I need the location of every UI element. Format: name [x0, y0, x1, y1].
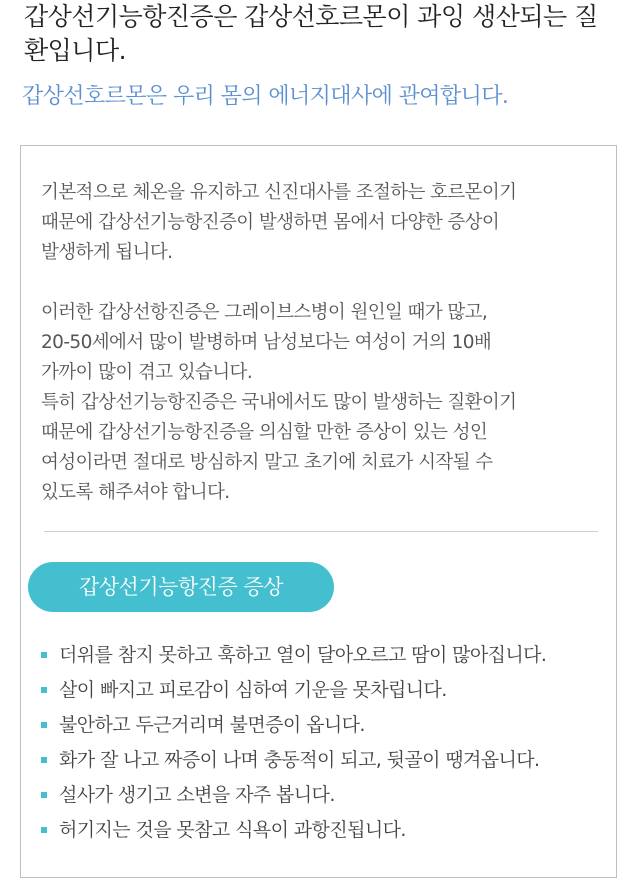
symptom-text: 불안하고 두근거리며 불면증이 옵니다.: [59, 714, 365, 736]
symptom-text: 더위를 참지 못하고 훅하고 열이 달아오르고 땀이 많아집니다.: [59, 644, 547, 666]
intro-text: [41, 178, 601, 508]
bullet-icon: [41, 792, 47, 798]
intro-paragraph-3: 특히 갑상선기능항진증은 국내에서도 많이 발생하는 질환이기 때문에 갑상선기능항진증을 의심할 만한 증상이 있는 성인 여성이라면 절대로 방심하지 말고 초기에 치료가 시작될 수 있도록 해주셔야 합니다.: [41, 392, 517, 503]
symptom-item: [41, 743, 611, 778]
intro-paragraph-1: 기본적으로 체온을 유지하고 신진대사를 조절하는 호르몬이기 때문에 갑상선기능항진증이 발생하면 몸에서 다양한 증상이 발생하게 됩니다.: [41, 182, 517, 263]
symptom-item: [41, 708, 611, 743]
intro-paragraph-2: 이러한 갑상선항진증은 그레이브스병이 원인일 때가 많고, 20-50세에서 많이 발병하며 남성보다는 여성이 거의 10배 가까이 많이 겪고 있습니다.: [41, 302, 492, 383]
page-headline: 갑상선기능항진증은 갑상선호르몬이 과잉 생산되는 질환입니다.: [24, 2, 598, 65]
symptom-item: [41, 638, 611, 673]
symptom-item: [41, 778, 611, 813]
symptom-text: 화가 잘 나고 짜증이 나며 충동적이 되고, 뒷골이 땡겨옵니다.: [59, 749, 540, 771]
symptoms-list: [41, 638, 611, 848]
section-divider: [44, 531, 598, 532]
bullet-icon: [41, 652, 47, 658]
symptoms-title-badge: 갑상선기능항진증 증상: [28, 562, 334, 612]
symptom-item: [41, 673, 611, 708]
bullet-icon: [41, 827, 47, 833]
bullet-icon: [41, 757, 47, 763]
bullet-icon: [41, 687, 47, 693]
symptom-text: 허기지는 것을 못참고 식욕이 과항진됩니다.: [59, 819, 406, 841]
symptom-text: 설사가 생기고 소변을 자주 봅니다.: [59, 784, 335, 806]
page-subheadline: 갑상선호르몬은 우리 몸의 에너지대사에 관여합니다.: [22, 84, 509, 109]
info-box: [20, 145, 617, 878]
bullet-icon: [41, 722, 47, 728]
symptom-item: [41, 813, 611, 848]
symptom-text: 살이 빠지고 피로감이 심하여 기운을 못차립니다.: [59, 679, 447, 701]
